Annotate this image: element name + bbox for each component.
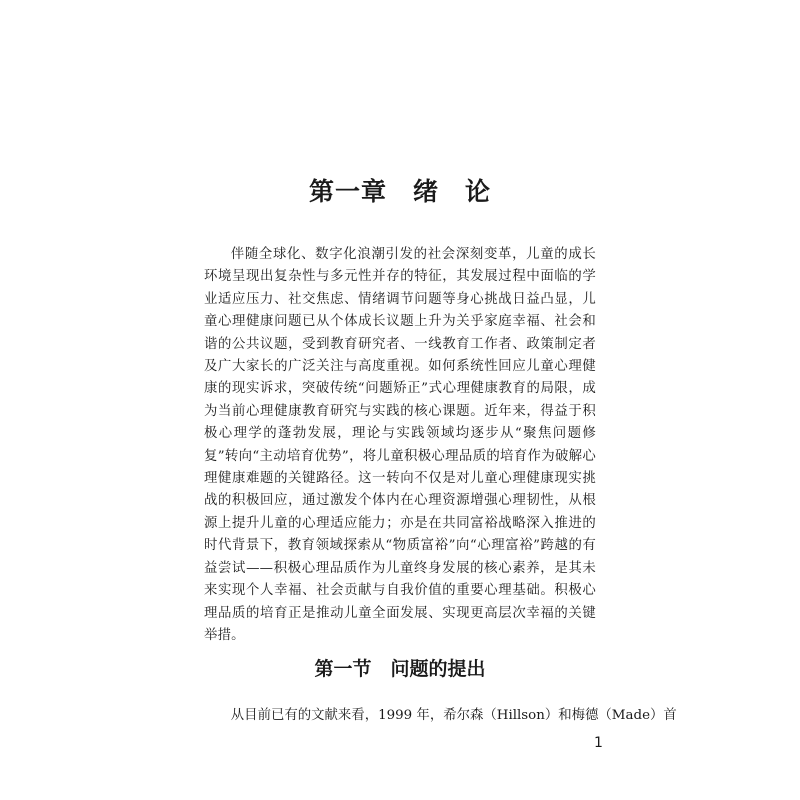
chapter-title: 第一章 绪 论 [308,177,491,206]
section-first-line: 从目前已有的文献来看，1999 年，希尔森（Hillson）和梅德（Made）首 [230,708,677,723]
page-number: 1 [594,735,603,751]
intro-paragraph: 伴随全球化、数字化浪潮引发的社会深刻变革，儿童的成长环境呈现出复杂性与多元性并存的特征，其发展过程中面临的学业适应压力、社交焦虑、情绪调节问题等身心挑战日益凸显，儿童心理健康问题已从个体成长议题上升为关乎家庭幸福、社会和谐的公共议题，受到教育研究者、一线教育工作者、政策制定者及广大家长的广泛关注与高度重视。如何系统性回应儿童心理健康的现实诉求，突破传统“问题矫正”式心理健康教育的局限，成为当前心理健康教育研究与实践的核心课题。近年来，得益于积极心理学的蓬勃发展，理论与实践领域均逐步从“聚焦问题修复”转向“主动培育优势”，将儿童积极心理品质的培育作为破解心理健康难题的关键路径。这一转向不仅是对儿童心理健康现实挑战的积极回应，通过激发个体内在心理资源增强心理韧性，从根源上提升儿童的心理适应能力；亦是在共同富裕战略深入推进的时代背景下，教育领域探索从“物质富裕”向“心理富裕”跨越的有益尝试——积极心理品质作为儿童终身发展的核心素养，是其未来实现个人幸福、社会贡献与自我价值的重要心理基础。积极心理品质的培育正是推动儿童全面发展、实现更高层次幸福的关键举措。 [204,247,596,643]
section-title: 第一节 问题的提出 [314,658,486,680]
